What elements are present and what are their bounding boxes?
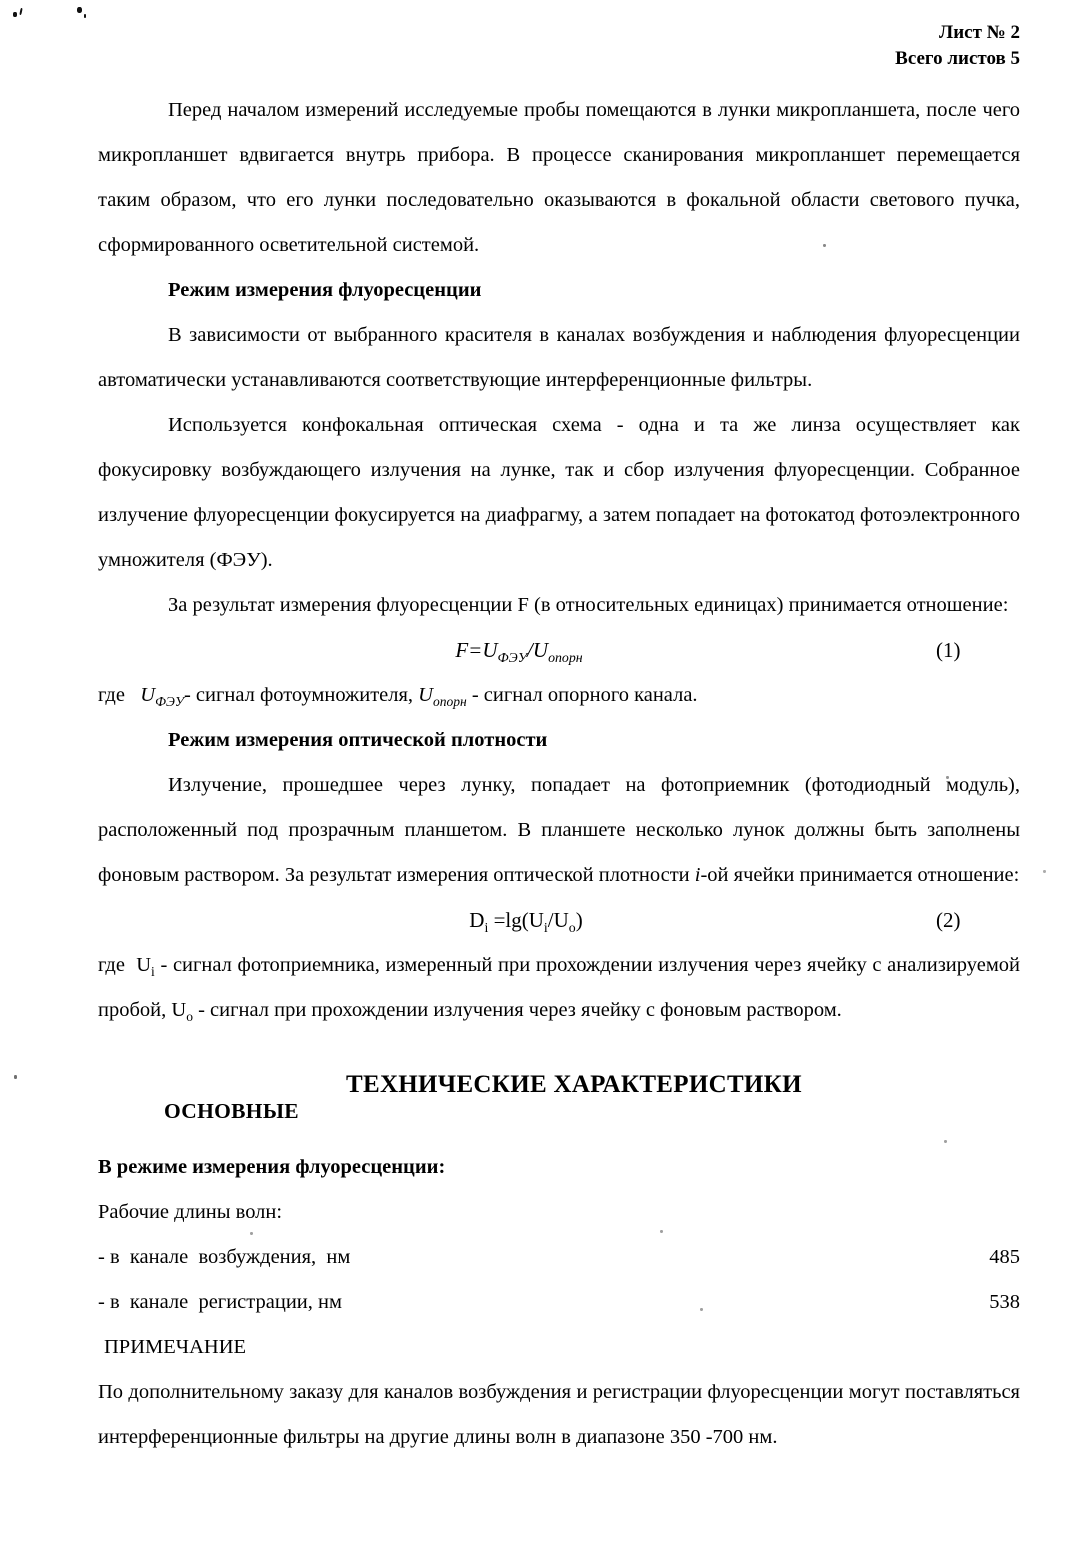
where2-symbol-u-o: U — [171, 999, 187, 1021]
formula-1-number: (1) — [936, 638, 961, 662]
paragraph-confocal-scheme: Используется конфокальная оптическая схема - одна и та же линза осуществляет как фокусировку возбуждающего излучения на лунке, так и сбор излучения флуоресценции. Собранное излучение флуоресценции фокусируется на диафрагму, а затем попадает на фотокатод фотоэлектронного умножителя (ФЭУ). — [98, 414, 1020, 571]
formula-1-where-line — [98, 673, 1020, 718]
where-symbol-u-pmt: U — [140, 684, 156, 706]
formula-1-slash: / — [527, 638, 533, 662]
spec-label-registration: - в канале регистрации, нм — [98, 1291, 342, 1313]
paragraph-fluorescence-result: За результат измерения флуоресценции F (в относительных единицах) принимается отношение: — [168, 594, 1009, 616]
formula-1-expression — [98, 628, 1020, 673]
specifications-title-main: ТЕХНИЧЕСКИЕ ХАРАКТЕРИСТИКИ — [346, 1071, 802, 1098]
spec-row-excitation — [98, 1235, 1020, 1280]
formula-2-where-paragraph — [98, 943, 1020, 1033]
formula-2-lhs: D — [469, 908, 485, 932]
formula-2-slash: / — [547, 908, 554, 932]
note-heading: ПРИМЕЧАНИЕ — [104, 1336, 247, 1358]
formula-2-u-o-subscript: o — [568, 920, 576, 936]
scan-artifact-speck — [14, 1075, 17, 1079]
specifications-title-block — [98, 1059, 1020, 1145]
where2-label: где — [98, 954, 125, 976]
where2-text-sample: - сигнал фотоприемника, измеренный при прохождении излучения через ячейку с анализируемой пробой, — [98, 954, 1021, 1021]
sheet-number: Лист № 2 — [939, 22, 1020, 43]
paragraph-intro: Перед началом измерений исследуемые пробы помещаются в лунки микропланшета, после чего микропланшет вдвигается внутрь прибора. В процессе сканирования микропланшет перемещается таким образом, что его лунки последовательно оказываются в фокальной области светового пучка, сформированного осветительной системой. — [98, 99, 1020, 256]
where-label: где — [98, 684, 125, 706]
formula-1-denominator: U — [532, 638, 549, 662]
scan-artifact-speck — [84, 14, 86, 18]
specifications-title-lead: ОСНОВНЫЕ — [164, 1099, 299, 1123]
total-sheets: Всего листов 5 — [895, 47, 1020, 69]
spec-group-label: Рабочие длины волн: — [98, 1201, 283, 1223]
document-body — [98, 88, 1020, 1460]
formula-2-number: (2) — [936, 908, 961, 932]
note-body: По дополнительному заказу для каналов возбуждения и регистрации флуоресценции могут поставляться интерференционные фильтры на другие длины волн в диапазоне 350 -700 нм. — [98, 1381, 1020, 1448]
paragraph-optical-density-text: Излучение, прошедшее через лунку, попадает на фотоприемник (фотодиодный модуль), расположенный под прозрачным планшетом. В планшете несколько лунок должны быть заполнены фоновым раствором. За результат измерения оптической плотности — [98, 774, 1020, 886]
formula-1-lhs: F= — [455, 638, 483, 662]
where-text-ref: - сигнал опорного канала. — [471, 684, 698, 706]
spec-value-excitation: 485 — [989, 1246, 1020, 1268]
where-text-pmt: - сигнал фотоумножителя, — [183, 684, 414, 706]
where-symbol-u-ref: U — [418, 684, 433, 706]
paragraph-optical-density — [98, 763, 1020, 898]
scan-artifact-speck — [1043, 870, 1046, 873]
formula-2-row — [98, 898, 1020, 943]
formula-2-u-o: U — [553, 908, 569, 932]
where2-symbol-u-i: U — [136, 954, 152, 976]
formula-2-operator: =lg( — [488, 908, 529, 932]
formula-1-numerator: U — [482, 638, 498, 662]
formula-2-expression — [98, 898, 1020, 943]
spec-label-excitation: - в канале возбуждения, нм — [98, 1246, 351, 1268]
formula-2-u-i: U — [528, 908, 544, 932]
where2-text-background: - сигнал при прохождении излучения через ячейку с фоновым раствором. — [198, 999, 842, 1021]
formula-2-close-paren: ) — [575, 908, 583, 932]
formula-1-numerator-subscript: ФЭУ — [497, 650, 528, 666]
where2-symbol-u-i-subscript: i — [151, 964, 155, 980]
subheading-optical-density-mode: Режим измерения оптической плотности — [168, 729, 548, 751]
spec-row-registration — [98, 1280, 1020, 1325]
scan-artifact-speck — [19, 8, 22, 15]
formula-1-denominator-subscript: опорн — [548, 650, 583, 666]
subheading-fluorescence-mode: Режим измерения флуоресценции — [168, 279, 482, 301]
formula-1-row — [98, 628, 1020, 673]
spec-mode-heading: В режиме измерения флуоресценции: — [98, 1156, 446, 1178]
scan-artifact-speck — [77, 7, 82, 13]
scan-artifact-speck — [13, 12, 17, 17]
spec-value-registration: 538 — [989, 1291, 1020, 1313]
where2-symbol-u-o-subscript: o — [186, 1009, 193, 1025]
where-symbol-u-ref-subscript: опорн — [432, 694, 467, 710]
where-symbol-u-pmt-subscript: ФЭУ — [155, 694, 184, 710]
formula-2-lhs-subscript: i — [484, 920, 489, 936]
index-i-italic: i — [694, 864, 701, 886]
page-header — [895, 20, 1020, 71]
formula-2-u-i-subscript: i — [543, 920, 548, 936]
paragraph-filters: В зависимости от выбранного красителя в каналах возбуждения и наблюдения флуоресценции автоматически устанавливаются соответствующие интерференционные фильтры. — [98, 324, 1020, 391]
paragraph-optical-density-tail: -ой ячейки принимается отношение: — [700, 864, 1020, 886]
